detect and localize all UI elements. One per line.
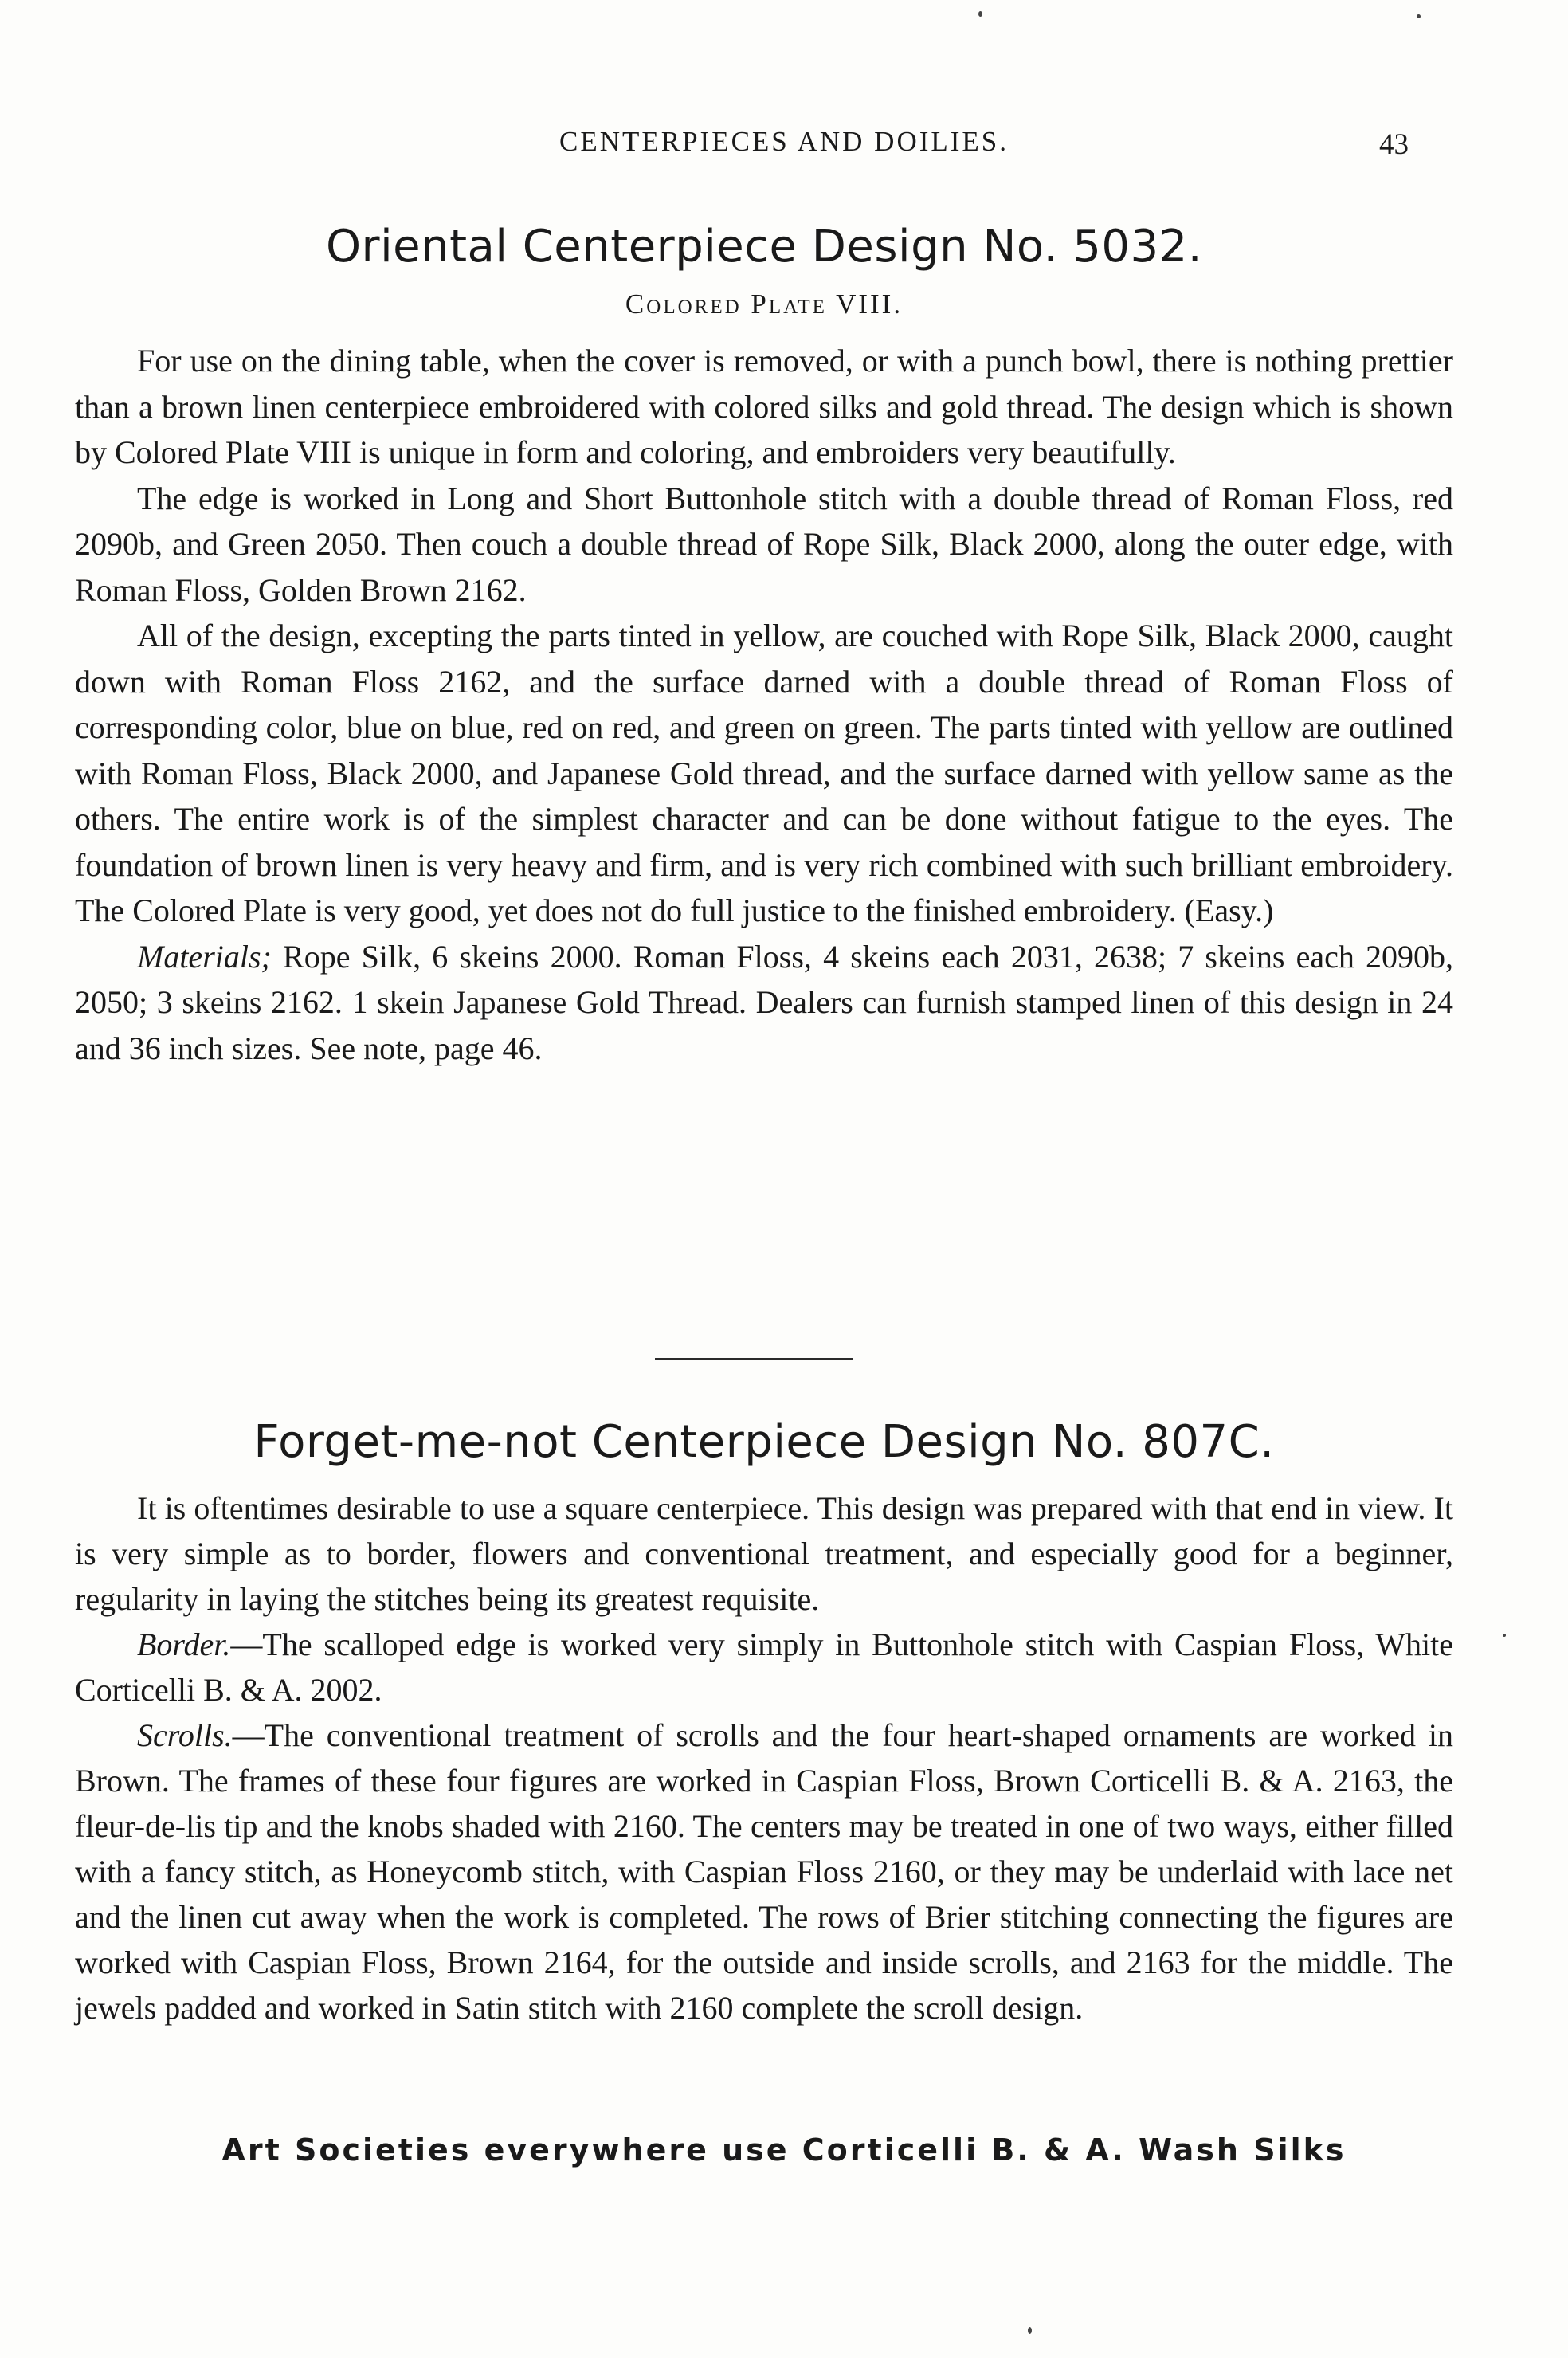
materials-label: Materials;: [137, 938, 272, 975]
paragraph-design: All of the design, excepting the parts tinted in yellow, are couched with Rope Silk, Black 2000, caught down with Roman Floss 2162, and the surface darned with a double thread of Roman Floss of corresponding color, blue on blue, red on red, and green on green. The parts tinted with yellow are outlined with Roman Floss, Black 2000, and Japanese Gold thread, and the surface darned with yellow same as the others. The entire work is of the simplest character and can be done without fatigue to the eyes. The foundation of brown linen is very heavy and firm, and is very rich combined with such brilliant embroidery. The Colored Plate is very good, yet does not do full justice to the finished embroidery. (Easy.): [75, 618, 1453, 928]
print-speck: [1028, 2327, 1032, 2334]
print-speck: [1503, 1634, 1506, 1637]
scrolls-text: —The conventional treatment of scrolls and the four heart-shaped ornaments are worked in Brown. The frames of these four figures are worked in Caspian Floss, Brown Corticelli B. & A. 2163, the fleur-de-lis tip and the knobs shaded with 2160. The centers may be treated in one of two ways, either filled with a fancy stitch, as Honeycomb stitch, with Caspian Floss 2160, or they may be underlaid with lace net and the linen cut away when the work is completed. The rows of Brier stitching connecting the figures are worked with Caspian Floss, Brown 2164, for the outside and inside scrolls, and 2163 for the middle. The jewels padded and worked in Satin stitch with 2160 complete the scroll design.: [75, 1717, 1453, 2026]
section-divider: [655, 1358, 853, 1360]
running-header: CENTERPIECES AND DOILIES.: [559, 126, 1009, 157]
scrolls-label: Scrolls.: [137, 1717, 233, 1753]
paragraph-border: [75, 1622, 1453, 1713]
article-oriental-centerpiece: [75, 215, 1453, 1071]
border-label: Border.: [137, 1626, 231, 1662]
paragraph-scrolls: [75, 1713, 1453, 2030]
materials-text: Rope Silk, 6 skeins 2000. Roman Floss, 4 skeins each 2031, 2638; 7 skeins each 2090b, 2050; 3 skeins 2162. 1 skein Japanese Gold Thread. Dealers can furnish stamped linen of this design in 24 and 36 inch sizes. See note, page 46.: [75, 938, 1453, 1066]
print-speck: [1417, 14, 1421, 18]
article-title: Forget-me-not Centerpiece Design No. 807C.: [253, 1416, 1275, 1468]
plate-reference: Colored Plate VIII.: [625, 288, 904, 320]
paragraph-intro: For use on the dining table, when the cover is removed, or with a punch bowl, there is nothing prettier than a brown linen centerpiece embroidered with colored silks and gold thread. The design which is shown by Colored Plate VIII is unique in form and coloring, and embroiders very beautifully.: [75, 343, 1453, 470]
paragraph-edge: The edge is worked in Long and Short Buttonhole stitch with a double thread of Roman Floss, red 2090b, and Green 2050. Then couch a double thread of Rope Silk, Black 2000, along the outer edge, with Roman Floss, Golden Brown 2162.: [75, 480, 1453, 608]
article-title: Oriental Centerpiece Design No. 5032.: [325, 221, 1203, 273]
paragraph-materials: [75, 934, 1453, 1072]
article-forget-me-not-centerpiece: [75, 1410, 1453, 2030]
paragraph-intro: It is oftentimes desirable to use a square centerpiece. This design was prepared with that end in view. It is very simple as to border, flowers and conventional treatment, and especially good for a beginner, regularity in laying the stitches being its greatest requisite.: [75, 1490, 1453, 1617]
footer-advertisement: Art Societies everywhere use Corticelli B. & A. Wash Silks: [221, 2132, 1347, 2168]
page-number: 43: [1379, 128, 1409, 161]
border-text: —The scalloped edge is worked very simply in Buttonhole stitch with Caspian Floss, White Corticelli B. & A. 2002.: [75, 1626, 1453, 1708]
print-speck: [978, 11, 982, 17]
